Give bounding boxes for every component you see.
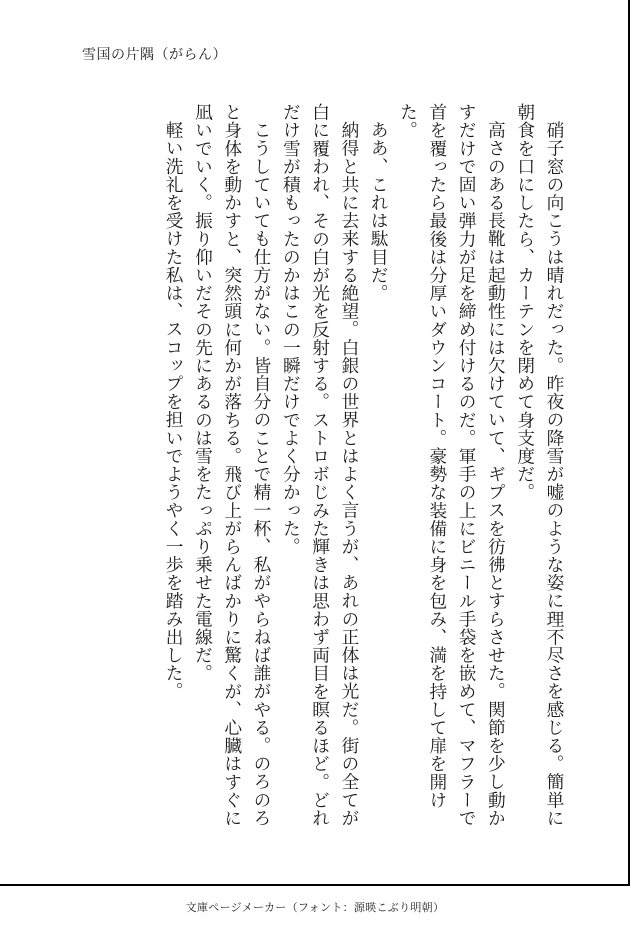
paragraph-3: ああ、これは駄目だ。 bbox=[368, 120, 389, 302]
paragraph-4: 納得と共に去来する絶望。白銀の世界とはよく言うが、あれの正体は光だ。街の全てが白に覆われ、その白が光を反射する。ストロボじみた輝きは思わず両目を瞑るほど。どれだけ雪が積もったのかはこの一瞬だけでよく分かった。 bbox=[280, 103, 359, 827]
paragraph-5: こうしていても仕方がない。皆自分のことで精一杯、私がやらねば誰がやる。のろのろと身体を動かすと、突然頭に何かが落ちる。飛び上がらんばかりに驚くが、心臓はすぐに凪いでいく。振り仰いだその先にあるのは雪をたっぷり乗せた電線だ。 bbox=[192, 103, 272, 827]
footer-credit: 文庫ページメーカー（フォント：源暎こぶり明朝） bbox=[185, 901, 445, 914]
paragraph-2: 高さのある長靴は起動性には欠けていて、ギプスを彷彿とすらさせた。関節を少し動かすだけで固い弾力が足を締め付けるのだ。軍手の上にビニール手袋を嵌めて、マフラーで首を覆ったら最後は分厚いダウンコート。豪勢な装備に身を包み、満を持して扉を開けた。 bbox=[397, 103, 506, 827]
vertical-body-text bbox=[158, 103, 568, 843]
paragraph-6: 軽い洗礼を受けた私は、スコップを担いでようやく一歩を踏み出した。 bbox=[163, 120, 184, 700]
page-title: 雪国の片隅（がらん） bbox=[82, 47, 227, 63]
paragraph-1: 硝子窓の向こうは晴れだった。昨夜の降雪が嘘のような姿に理不尽さを感じる。簡単に朝食を口にしたら、カーテンを閉めて身支度だ。 bbox=[514, 103, 564, 827]
